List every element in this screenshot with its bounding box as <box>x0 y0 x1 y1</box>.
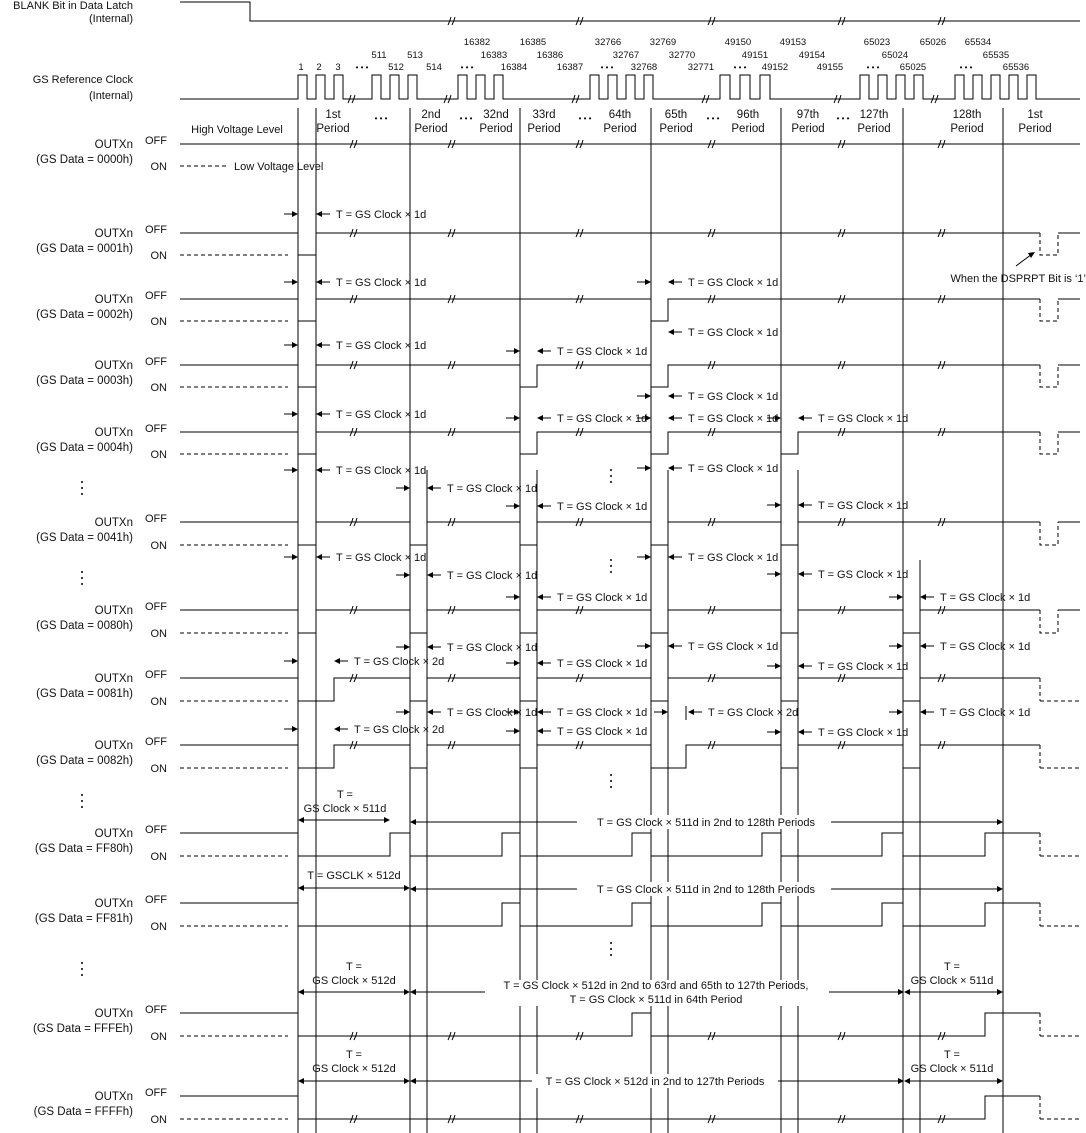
period-label: Period <box>950 123 984 135</box>
timing-annotation: GS Clock × 511d <box>910 975 994 987</box>
period-label: Period <box>1018 123 1052 135</box>
timing-annotation: T = GS Clock × 1d <box>557 726 648 738</box>
arrow-right <box>396 709 410 715</box>
arrow-right <box>506 503 520 509</box>
timing-annotation: T = GS Clock × 1d <box>336 465 427 477</box>
period-label: Period <box>791 123 825 135</box>
arrow-left <box>537 503 551 509</box>
arrow-left <box>316 467 330 473</box>
span-arrow <box>298 817 390 823</box>
clock-number-n49155: 49155 <box>816 62 844 73</box>
off-label: OFF <box>145 423 167 435</box>
clock-number-n16385: 16385 <box>519 37 547 48</box>
on-label: ON <box>150 1031 167 1043</box>
vertical-ellipsis <box>81 571 83 585</box>
timing-annotation: T = GS Clock × 1d <box>818 500 909 512</box>
timing-annotation: GS Clock × 512d <box>312 1063 396 1075</box>
high-level-label: High Voltage Level <box>191 124 283 136</box>
arrow-left <box>537 594 551 600</box>
arrow-left <box>668 643 682 649</box>
period-label: 128th <box>952 109 982 121</box>
period-ellipsis: • • • <box>578 114 592 123</box>
arrow-left <box>798 415 812 421</box>
outx-label: OUTXn <box>94 139 133 151</box>
gs-data-label: (GS Data = 0003h) <box>36 375 133 387</box>
timing-annotation: T = GSCLK × 512d <box>307 870 401 882</box>
span-arrow <box>904 1078 1003 1084</box>
clock-number-n65534: 65534 <box>964 37 992 48</box>
dsprpt-pulse <box>1040 610 1058 633</box>
clock-number-n32768: 32768 <box>630 62 658 73</box>
arrow-right <box>506 728 520 734</box>
arrow-left <box>668 554 682 560</box>
arrow-right <box>637 393 651 399</box>
period-label: Period <box>479 123 513 135</box>
labels <box>13 0 1086 1126</box>
arrow-left <box>920 709 934 715</box>
period-label: 33rd <box>532 109 556 121</box>
off-label: OFF <box>145 1087 167 1099</box>
arrow-right <box>767 729 781 735</box>
timing-annotation: T = GS Clock × 1d <box>336 277 427 289</box>
clock-number-n513: 513 <box>407 50 423 61</box>
arrow-right <box>506 660 520 666</box>
period-label: 97th <box>796 109 820 121</box>
timing-annotation: T = <box>943 961 961 973</box>
off-label: OFF <box>145 135 167 147</box>
vertical-ellipsis <box>81 481 83 495</box>
span-annotation: T = GS Clock × 512d in 2nd to 127th Periods <box>545 1076 765 1088</box>
outx-label: OUTXn <box>94 517 133 529</box>
on-label: ON <box>150 540 167 552</box>
arrow-right <box>396 485 410 491</box>
clock-number-n511: 511 <box>371 50 387 61</box>
timing-annotation: T = GS Clock × 1d <box>447 570 538 582</box>
gs-data-label: (GS Data = FF80h) <box>34 843 133 855</box>
timing-annotation: T = <box>943 1049 961 1061</box>
arrow-left <box>688 709 702 715</box>
arrow-left <box>668 393 682 399</box>
timing-annotation: T = GS Clock × 1d <box>447 642 538 654</box>
timing-annotation: T = GS Clock × 1d <box>940 592 1031 604</box>
outx-label: OUTXn <box>94 294 133 306</box>
off-label: OFF <box>145 601 167 613</box>
clock-number-n512: 512 <box>388 62 404 73</box>
arrow-right <box>506 348 520 354</box>
span-annotation: T = GS Clock × 511d in 2nd to 128th Periods <box>597 884 815 896</box>
vertical-ellipsis <box>610 942 612 956</box>
timing-annotation: GS Clock × 511d <box>303 803 387 815</box>
arrow-left <box>316 279 330 285</box>
timing-annotation: T = GS Clock × 1d <box>557 592 648 604</box>
arrow-right <box>889 643 903 649</box>
period-label: 65th <box>664 109 688 121</box>
dsprpt-pulse <box>1040 365 1058 387</box>
clock-number-n16387: 16387 <box>556 62 584 73</box>
period-label: 1st <box>325 109 341 121</box>
clock-number-n65023: 65023 <box>863 37 891 48</box>
period-label: Period <box>659 123 693 135</box>
on-label: ON <box>150 921 167 933</box>
waveform-0080 <box>180 610 1040 633</box>
blank-label: BLANK Bit in Data Latch <box>13 0 133 12</box>
arrow-right <box>284 658 298 664</box>
gs-data-label: (GS Data = 0080h) <box>36 620 133 632</box>
clock-number-n49153: 49153 <box>779 37 807 48</box>
arrow-right <box>284 342 298 348</box>
waveform-0004 <box>180 432 1040 454</box>
gs-data-label: (GS Data = FFFFh) <box>33 1106 133 1118</box>
arrow-left <box>798 729 812 735</box>
timing-annotation: T = GS Clock × 1d <box>336 340 427 352</box>
span-arrow <box>298 885 410 891</box>
on-label: ON <box>150 161 167 173</box>
arrow-right <box>637 554 651 560</box>
outx-label: OUTXn <box>94 1008 133 1020</box>
timing-annotation: T = GS Clock × 2d <box>354 656 445 668</box>
arrow-left <box>668 415 682 421</box>
on-label: ON <box>150 449 167 461</box>
arrow-right <box>654 709 668 715</box>
clock-ellipsis: • • • <box>866 63 880 72</box>
timing-annotation: T = GS Clock × 1d <box>336 209 427 221</box>
vertical-ellipsis <box>610 469 612 483</box>
off-label: OFF <box>145 669 167 681</box>
arrow-right <box>396 644 410 650</box>
clock-number-n1: 1 <box>298 62 304 73</box>
outx-label: OUTXn <box>94 898 133 910</box>
period-ellipsis: • • • <box>836 114 850 123</box>
dsprpt-pulse <box>1040 522 1058 545</box>
waveform-FF80 <box>180 833 1040 856</box>
blank-label-sub: (Internal) <box>88 13 133 25</box>
on-label: ON <box>150 1114 167 1126</box>
dsprpt-pulse <box>1040 233 1058 255</box>
timing-annotation: T = GS Clock × 1d <box>557 346 648 358</box>
clock-number-n49151: 49151 <box>741 50 769 61</box>
arrow-left <box>668 465 682 471</box>
waveform-0081 <box>180 678 1040 701</box>
on-label: ON <box>150 696 167 708</box>
clock-number-n514: 514 <box>426 62 442 73</box>
arrow-right <box>637 643 651 649</box>
arrow-left <box>316 411 330 417</box>
clock-number-n32769: 32769 <box>649 37 677 48</box>
clock-number-n49150: 49150 <box>724 37 752 48</box>
timing-annotation: T = GS Clock × 1d <box>940 641 1031 653</box>
timing-annotation: T = GS Clock × 1d <box>688 327 779 339</box>
on-label: ON <box>150 628 167 640</box>
timing-annotation: T = GS Clock × 1d <box>688 413 779 425</box>
timing-annotation: T = GS Clock × 1d <box>818 661 909 673</box>
gs-data-label: (GS Data = 0000h) <box>36 154 133 166</box>
timing-annotation: T = GS Clock × 1d <box>688 641 779 653</box>
clock-number-n32770: 32770 <box>668 50 696 61</box>
arrow-left <box>316 211 330 217</box>
off-label: OFF <box>145 824 167 836</box>
outx-label: OUTXn <box>94 673 133 685</box>
arrow-left <box>427 644 441 650</box>
arrow-right <box>284 411 298 417</box>
arrow-left <box>537 660 551 666</box>
off-label: OFF <box>145 290 167 302</box>
arrow-left <box>537 709 551 715</box>
clock-number-n16386: 16386 <box>536 50 564 61</box>
arrow-left <box>427 572 441 578</box>
arrow-left <box>798 663 812 669</box>
timing-annotation: GS Clock × 512d <box>312 975 396 987</box>
clock-ellipsis: • • • <box>355 63 369 72</box>
timing-annotation: T = GS Clock × 1d <box>688 277 779 289</box>
on-label: ON <box>150 851 167 863</box>
clock-number-n32767: 32767 <box>612 50 640 61</box>
gs-data-label: (GS Data = 0082h) <box>36 755 133 767</box>
arrow-left <box>920 594 934 600</box>
waveform-0041 <box>180 522 1040 545</box>
period-label: 96th <box>736 109 760 121</box>
dsprpt-pointer <box>1016 254 1032 266</box>
arrow-right <box>396 572 410 578</box>
dsprpt-pulse <box>1040 299 1058 321</box>
gs-data-label: (GS Data = 0041h) <box>36 532 133 544</box>
timing-annotation: T = GS Clock × 1d <box>447 707 538 719</box>
arrow-right <box>284 467 298 473</box>
timing-annotation: GS Clock × 511d <box>910 1063 994 1075</box>
period-ellipsis: • • • <box>706 114 720 123</box>
arrow-right <box>889 709 903 715</box>
outx-label: OUTXn <box>94 740 133 752</box>
outx-label: OUTXn <box>94 427 133 439</box>
clock-number-n65025: 65025 <box>899 62 927 73</box>
on-label: ON <box>150 763 167 775</box>
period-label: Period <box>414 123 448 135</box>
arrow-right <box>767 502 781 508</box>
span-arrow <box>904 989 1003 995</box>
dsprpt-label: When the DSPRPT Bit is ‘1’ <box>950 273 1086 285</box>
clock-number-n16384: 16384 <box>500 62 528 73</box>
timing-annotation: T = <box>345 961 363 973</box>
period-label: 127th <box>859 109 889 121</box>
period-label: Period <box>527 123 561 135</box>
clock-number-n65535: 65535 <box>982 50 1010 61</box>
clock-number-n3: 3 <box>335 62 341 73</box>
arrow-left <box>316 554 330 560</box>
outx-label: OUTXn <box>94 360 133 372</box>
clock-ellipsis: • • • <box>460 63 474 72</box>
on-label: ON <box>150 382 167 394</box>
arrow-left <box>798 502 812 508</box>
clock-ellipsis: • • • <box>600 63 614 72</box>
timing-annotation: T = GS Clock × 1d <box>818 413 909 425</box>
on-label: ON <box>150 316 167 328</box>
clock-number-n65536: 65536 <box>1002 62 1030 73</box>
period-label: 32nd <box>483 109 509 121</box>
off-label: OFF <box>145 356 167 368</box>
gs-data-label: (GS Data = 0004h) <box>36 442 133 454</box>
vertical-ellipsis <box>81 962 83 976</box>
arrow-right <box>767 571 781 577</box>
timing-annotation: T = <box>345 1049 363 1061</box>
timing-annotation: T = GS Clock × 1d <box>557 413 648 425</box>
vertical-ellipsis <box>610 559 612 573</box>
period-ellipsis: • • • <box>374 114 388 123</box>
timing-annotation: T = GS Clock × 1d <box>688 463 779 475</box>
clock-label: GS Reference Clock <box>32 74 133 86</box>
arrow-right <box>506 415 520 421</box>
vertical-ellipsis <box>81 794 83 808</box>
arrow-left <box>537 728 551 734</box>
arrow-right <box>284 211 298 217</box>
clock-number-n65026: 65026 <box>919 37 947 48</box>
period-label: 2nd <box>421 109 441 121</box>
period-label: 64th <box>608 109 632 121</box>
period-label: Period <box>603 123 637 135</box>
arrow-left <box>920 643 934 649</box>
waveform-0003 <box>180 365 1040 387</box>
period-label: Period <box>857 123 891 135</box>
timing-annotation: T = GS Clock × 1d <box>557 707 648 719</box>
waveform-FFFF <box>180 1096 1040 1119</box>
waveform-0001 <box>180 233 1040 255</box>
off-label: OFF <box>145 513 167 525</box>
outx-label: OUTXn <box>94 228 133 240</box>
gs-data-label: (GS Data = FF81h) <box>34 913 133 925</box>
span-annotation: T = GS Clock × 511d in 2nd to 128th Periods <box>597 817 815 829</box>
clock-label-sub: (Internal) <box>88 90 133 102</box>
arrow-right <box>889 594 903 600</box>
gs-data-label: (GS Data = 0081h) <box>36 688 133 700</box>
timing-annotation: T = GS Clock × 1d <box>940 707 1031 719</box>
timing-annotation: T = GS Clock × 1d <box>818 569 909 581</box>
arrow-left <box>798 571 812 577</box>
clock-number-n65024: 65024 <box>881 50 909 61</box>
arrow-right <box>637 279 651 285</box>
clock-number-n32771: 32771 <box>687 62 715 73</box>
span-annotation: T = GS Clock × 511d in 64th Period <box>569 994 743 1006</box>
arrow-left <box>334 726 348 732</box>
arrow-left <box>427 485 441 491</box>
arrow-right <box>284 554 298 560</box>
arrow-right <box>637 465 651 471</box>
vertical-ellipsis <box>610 774 612 788</box>
dsprpt-pulse <box>1040 432 1058 454</box>
period-ellipsis: • • • <box>459 114 473 123</box>
gs-data-label: (GS Data = 0001h) <box>36 243 133 255</box>
off-label: OFF <box>145 736 167 748</box>
arrow-left <box>316 342 330 348</box>
arrow-left <box>668 329 682 335</box>
period-label: Period <box>316 123 350 135</box>
timing-annotation: T = GS Clock × 1d <box>688 552 779 564</box>
timing-annotation: T = GS Clock × 1d <box>336 552 427 564</box>
arrow-left <box>668 279 682 285</box>
clock-ellipsis: • • • <box>959 63 973 72</box>
clock-number-n2: 2 <box>316 62 322 73</box>
timing-annotation: T = GS Clock × 1d <box>336 409 427 421</box>
span-arrow <box>298 989 410 995</box>
period-label: 1st <box>1027 109 1043 121</box>
outx-label: OUTXn <box>94 828 133 840</box>
span-annotation: T = GS Clock × 512d in 2nd to 63rd and 65th to 127th Periods, <box>503 980 809 992</box>
waveform-FF81 <box>180 903 1040 926</box>
arrow-left <box>537 415 551 421</box>
arrow-right <box>284 726 298 732</box>
clock-waveform <box>180 75 1080 99</box>
clock-ellipsis: • • • <box>733 63 747 72</box>
timing-annotation: T = GS Clock × 1d <box>557 501 648 513</box>
span-arrow <box>298 1078 410 1084</box>
outx-label: OUTXn <box>94 605 133 617</box>
timing-annotation: T = GS Clock × 1d <box>447 483 538 495</box>
arrow-left <box>427 709 441 715</box>
gs-data-label: (GS Data = FFFEh) <box>32 1023 133 1035</box>
clock-number-n32766: 32766 <box>594 37 622 48</box>
off-label: OFF <box>145 224 167 236</box>
off-label: OFF <box>145 894 167 906</box>
timing-annotation: T = GS Clock × 1d <box>688 391 779 403</box>
waveform-FFFE <box>180 1013 1040 1036</box>
timing-annotation: T = GS Clock × 1d <box>818 727 909 739</box>
clock-number-n16382: 16382 <box>463 37 491 48</box>
waveform-0002 <box>180 299 1040 321</box>
arrow-left <box>334 658 348 664</box>
timing-annotation: T = GS Clock × 2d <box>708 707 799 719</box>
clock-number-n49154: 49154 <box>798 50 826 61</box>
clock-number-n16383: 16383 <box>480 50 508 61</box>
arrow-left <box>537 348 551 354</box>
low-level-label: Low Voltage Level <box>234 161 324 173</box>
waveform-0082 <box>180 745 1040 768</box>
timing-annotation: T = <box>336 789 354 801</box>
on-label: ON <box>150 250 167 262</box>
arrow-right <box>506 594 520 600</box>
gs-data-label: (GS Data = 0002h) <box>36 309 133 321</box>
outx-label: OUTXn <box>94 1091 133 1103</box>
clock-number-n49152: 49152 <box>761 62 789 73</box>
period-label: Period <box>731 123 765 135</box>
timing-annotation: T = GS Clock × 1d <box>557 658 648 670</box>
timing-annotation: T = GS Clock × 2d <box>354 724 445 736</box>
off-label: OFF <box>145 1004 167 1016</box>
arrow-right <box>767 663 781 669</box>
arrow-right <box>284 279 298 285</box>
